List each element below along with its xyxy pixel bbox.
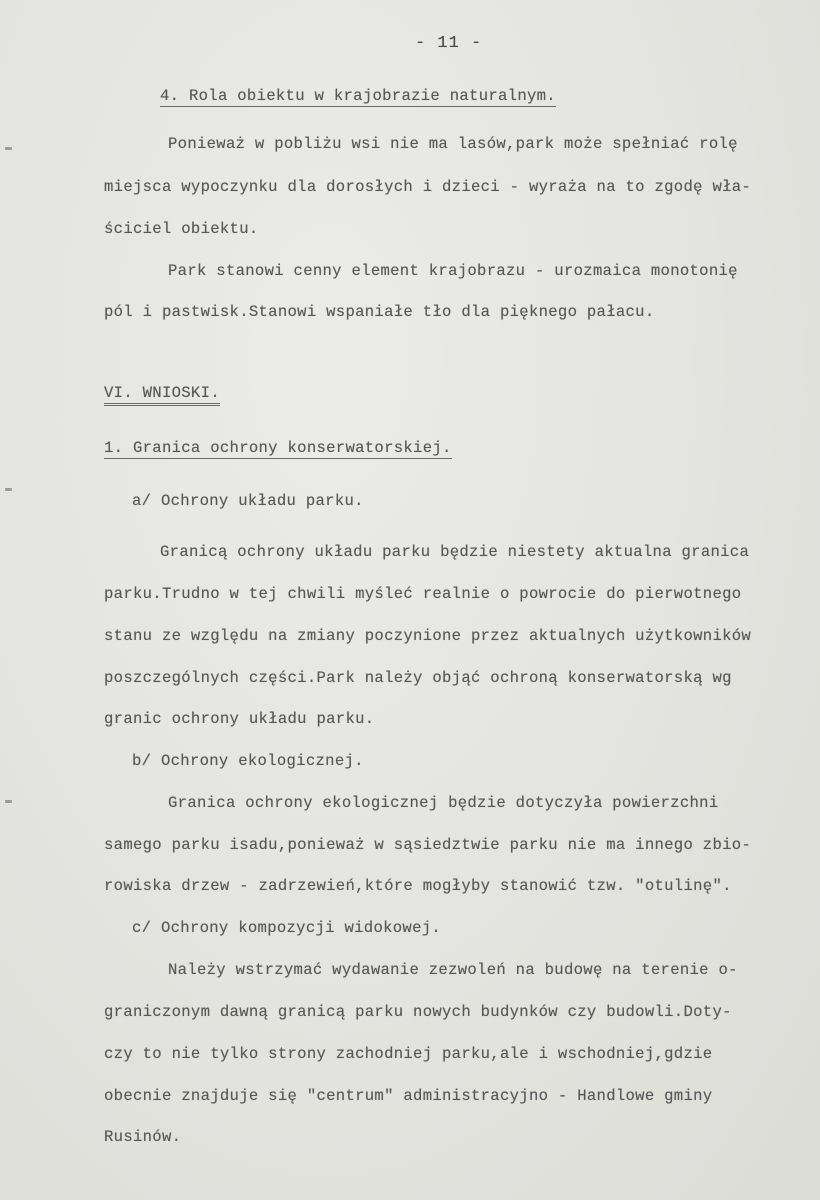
paragraph-line: Należy wstrzymać wydawanie zezwoleń na budowę na terenie o- xyxy=(168,961,738,979)
paragraph-line: granic ochrony układu parku. xyxy=(104,710,375,728)
paragraph-line: obecnie znajduje się "centrum" administracyjno - Handlowe gminy xyxy=(104,1087,713,1105)
section-heading xyxy=(160,86,556,106)
paragraph-line: Granica ochrony ekologicznej będzie dotyczyła powierzchni xyxy=(168,794,719,812)
paragraph-line: Park stanowi cenny element krajobrazu - urozmaica monotonię xyxy=(168,262,738,280)
paragraph-line: Ponieważ w pobliżu wsi nie ma lasów,park może spełniać rolę xyxy=(168,135,738,153)
list-item-heading: c/ Ochrony kompozycji widokowej. xyxy=(132,919,442,937)
paragraph-line: ściciel obiektu. xyxy=(104,220,259,238)
margin-mark xyxy=(5,488,12,491)
paragraph-line: graniczonym dawną granicą parku nowych budynków czy budowli.Doty- xyxy=(104,1003,732,1021)
subsection-heading-text: 1. Granica ochrony konserwatorskiej. xyxy=(104,439,452,457)
paragraph-line: pól i pastwisk.Stanowi wspaniałe tło dla pięknego pałacu. xyxy=(104,303,655,321)
paragraph-line: Rusinów. xyxy=(104,1128,182,1146)
list-item-heading: b/ Ochrony ekologicznej. xyxy=(132,752,364,770)
section-heading-text: 4. Rola obiektu w krajobrazie naturalnym. xyxy=(160,87,556,105)
page-number: - 11 - xyxy=(415,34,483,53)
paragraph-line: samego parku isadu,ponieważ w sąsiedztwie parku nie ma innego zbio- xyxy=(104,836,752,854)
paragraph-line: miejsca wypoczynku dla dorosłych i dzieci - wyraża na to zgodę wła- xyxy=(104,178,752,196)
paragraph-line: czy to nie tylko strony zachodniej parku,ale i wschodniej,gdzie xyxy=(104,1045,713,1063)
chapter-heading-text: VI. WNIOSKI. xyxy=(104,384,220,406)
paragraph-line: parku.Trudno w tej chwili myśleć realnie o powrocie do pierwotnego xyxy=(104,585,742,603)
paragraph-line: poszczególnych części.Park należy objąć ochroną konserwatorską wg xyxy=(104,669,732,687)
list-item-heading: a/ Ochrony układu parku. xyxy=(132,492,364,510)
subsection-heading xyxy=(104,438,452,458)
chapter-heading xyxy=(104,383,220,403)
paragraph-line: Granicą ochrony układu parku będzie niestety aktualna granica xyxy=(160,543,750,561)
paragraph-line: rowiska drzew - zadrzewień,które mogłyby stanowić tzw. "otulinę". xyxy=(104,877,732,895)
margin-mark xyxy=(5,800,12,803)
paragraph-line: stanu ze względu na zmiany poczynione przez aktualnych użytkowników xyxy=(104,627,752,645)
margin-mark xyxy=(5,147,12,150)
